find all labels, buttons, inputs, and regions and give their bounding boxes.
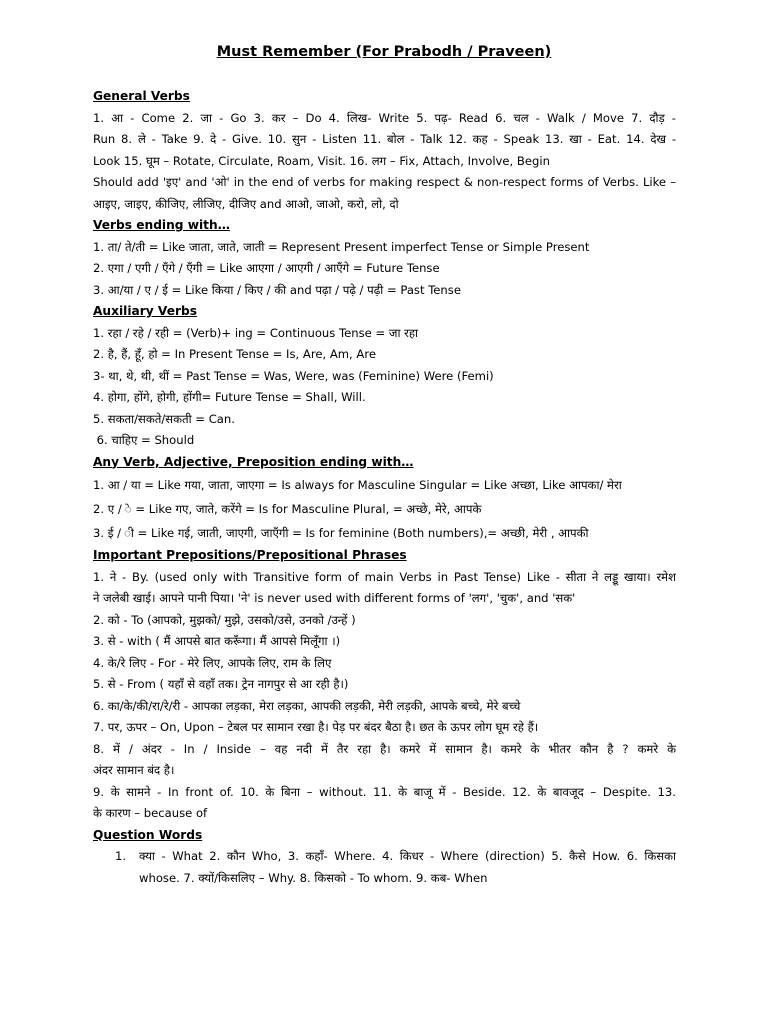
auxiliary-verbs-line: 5. सकता/सकते/सकती = Can. xyxy=(93,411,235,426)
any-verb-line: 1. आ / या = Like गया, जाता, जाएगा = Is always for Masculine Singular = Like अच्छा, Like आपका/ मेरा xyxy=(93,478,622,492)
general-verbs-line: Look 15. घूम – Rotate, Circulate, Roam, Visit. 16. लग – Fix, Attach, Involve, Begin xyxy=(93,153,550,168)
verbs-ending-line: 2. एगा / एगी / एँगे / एँगी = Like आएगा / आएगी / आएँगे = Future Tense xyxy=(93,261,440,275)
prepositions-line: 7. पर, ऊपर – On, Upon – टेबल पर सामान रखा है। पेड़ पर बंदर बैठा है। छत के ऊपर लोग घूम रहे हैं। xyxy=(93,720,539,734)
any-verb-line: 2. ए / े = Like गए, जाते, करेंगे = Is for Masculine Plural, = अच्छे, मेरे, आपके xyxy=(93,502,482,516)
prepositions-line: 4. के/रे लिए - For - मेरे लिए, आपके लिए, राम के लिए xyxy=(93,655,332,670)
document-body xyxy=(93,86,676,889)
section-heading-question-words: Question Words xyxy=(93,827,203,842)
prepositions-line: 5. से - From ( यहाँ से वहाँ तक। ट्रेन नागपुर से आ रही है।) xyxy=(93,677,349,691)
prepositions-line: 8. में / अंदर - In / Inside – वह नदी में तैर रहा है। कमरे में सामान है। कमरे के भीतर कौन है ? कमरे के xyxy=(93,741,676,756)
prepositions-line: 3. से - with ( मैं आपसे बात करूँगा। मैं आपसे मिलूँगा ।) xyxy=(93,634,341,648)
auxiliary-verbs-line: 2. है, हैं, हूँ, हो = In Present Tense = Is, Are, Am, Are xyxy=(93,347,377,361)
general-verbs-line: आइए, जाइए, कीजिए, लीजिए, दीजिए and आओ, जाओ, करो, लो, दो xyxy=(93,196,399,211)
auxiliary-verbs-line: 4. होगा, होंगे, होगी, होंगी= Future Tense = Shall, Will. xyxy=(93,390,366,404)
section-heading-general-verbs: General Verbs xyxy=(93,89,190,103)
question-words-item xyxy=(93,846,676,868)
prepositions-line: के कारण – because of xyxy=(93,806,208,820)
prepositions-line: अंदर सामान बंद है। xyxy=(93,763,175,777)
general-verbs-line: Run 8. ले - Take 9. दे - Give. 10. सुन - Listen 11. बोल - Talk 12. कह - Speak 13. खा - Eat. 14. देख - xyxy=(93,132,676,146)
prepositions-line: 2. को - To (आपको, मुझको/ मुझे, उसको/उसे, उनको /उन्हें ) xyxy=(93,612,356,627)
any-verb-line: 3. ई / ी = Like गई, जाती, जाएगी, जाएँगी = Is for feminine (Both numbers),= अच्छी, मेरी , आपकी xyxy=(93,526,589,540)
verbs-ending-line: 3. आ/या / ए / ई = Like किया / किए / की and पढ़ा / पढ़े / पढ़ी = Past Tense xyxy=(93,282,461,297)
prepositions-line: 6. का/के/की/रा/रे/री - आपका लड़का, मेरा लड़का, आपकी लड़की, मेरी लड़की, आपके बच्चे, मेरे बच्चे xyxy=(93,698,521,713)
verbs-ending-line: 1. ता/ ते/ती = Like जाता, जाते, जाती = Represent Present imperfect Tense or Simple Present xyxy=(93,239,590,254)
auxiliary-verbs-line: 6. चाहिए = Should xyxy=(93,433,195,447)
general-verbs-line: 1. आ - Come 2. जा - Go 3. कर – Do 4. लिख- Write 5. पढ़- Read 6. चल - Walk / Move 7. दौड़ - xyxy=(93,110,676,125)
question-words-line: क्या - What 2. कौन Who, 3. कहाँ- Where. 4. किधर - Where (direction) 5. कैसे How. 6. किसका xyxy=(139,849,676,863)
auxiliary-verbs-line: 1. रहा / रहे / रही = (Verb)+ ing = Continuous Tense = जा रहा xyxy=(93,325,419,340)
prepositions-line: 1. ने - By. (used only with Transitive form of main Verbs in Past Tense) Like - सीता ने लड्डू खाया। रमेश xyxy=(93,569,676,584)
list-number: 1. xyxy=(115,849,127,863)
section-heading-auxiliary-verbs: Auxiliary Verbs xyxy=(93,304,197,318)
question-words-line: whose. 7. क्यों/किसलिए – Why. 8. किसको - To whom. 9. कब- When xyxy=(139,870,488,885)
prepositions-line: 9. के सामने - In front of. 10. के बिना – without. 11. के बाजू में - Beside. 12. के बावजूद – Despite. 13. xyxy=(93,784,676,799)
section-heading-verbs-ending: Verbs ending with… xyxy=(93,218,230,232)
section-heading-any-verb-ending: Any Verb, Adjective, Preposition ending with… xyxy=(93,454,414,469)
auxiliary-verbs-line: 3- था, थे, थी, थीं = Past Tense = Was, Were, was (Feminine) Were (Femi) xyxy=(93,368,494,383)
section-heading-prepositions: Important Prepositions/Prepositional Phrases xyxy=(93,548,407,562)
prepositions-line: ने जलेबी खाई। आपने पानी पिया। 'ने' is never used with different forms of 'लग', 'चुक', and 'सक' xyxy=(93,591,576,605)
general-verbs-line: Should add 'इए' and 'ओ' in the end of verbs for making respect & non-respect forms of Verbs. Like – xyxy=(93,175,676,189)
page-title: Must Remember (For Prabodh / Praveen) xyxy=(216,44,552,60)
